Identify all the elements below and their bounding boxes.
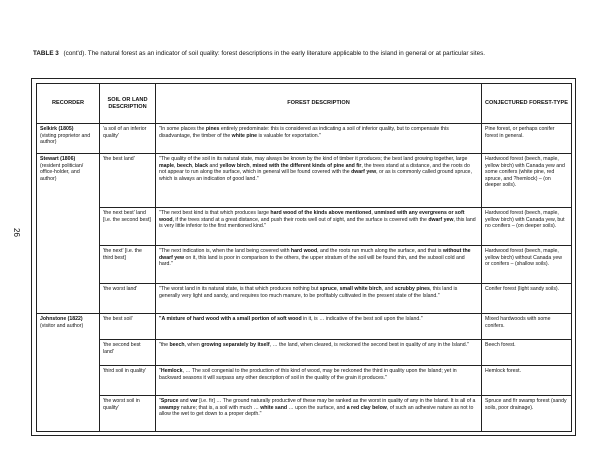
description-text: and <box>208 162 220 169</box>
description-text: , when <box>184 342 202 348</box>
description-cell <box>156 208 482 246</box>
recorder-name: Selkirk (1805) <box>40 126 74 132</box>
description-cell <box>156 284 482 314</box>
description-bold-text: hard wood <box>290 248 318 254</box>
forest-type-cell: Hardwood forest (beech, maple, yellow birch) without Canada yew or conifers – (shallow soils). <box>482 246 572 284</box>
description-cell <box>156 246 482 284</box>
table-row <box>37 124 572 154</box>
description-text: , and the roots run much along the surface, and that is <box>317 248 443 254</box>
recorder-cell <box>37 124 100 154</box>
description-bold-text: maple <box>159 162 174 169</box>
description-bold-text: Spruce <box>160 398 179 404</box>
description-cell <box>156 340 482 366</box>
description-text: [i.e. fir] … The ground naturally productive of these may be ranked as the worst in quality of any in the Island. It is all of a <box>197 398 476 404</box>
description-bold-text: growing separately by itself <box>201 342 270 348</box>
caption-text: (cont'd). The natural forest as an indicator of soil quality: forest descriptions in the early literature applicable to the island in general or at particular sites. <box>63 50 485 57</box>
header-type: CONJECTURED FOREST-TYPE <box>482 84 572 124</box>
recorder-name: Johnstone (1822) <box>40 316 83 322</box>
description-text: , and <box>381 286 395 292</box>
description-text: , of such an adhesive nature as not to allow the wet to get down to a proper depth." <box>159 404 474 418</box>
table-row <box>37 396 572 432</box>
description-text: "The next indication is, when the land being covered with <box>159 248 291 254</box>
description-cell <box>156 124 482 154</box>
table-row <box>37 340 572 366</box>
soil-cell: 'the worst soil in quality' <box>100 396 156 432</box>
soil-cell: 'the next' [i.e. the third best] <box>100 246 156 284</box>
forest-type-cell: Spruce and fir swamp forest (sandy soils, poor drainage). <box>482 396 572 432</box>
description-bold-text: scrubby pines <box>394 286 430 292</box>
description-text: " <box>159 368 161 374</box>
description-text: on it, this land is poor in comparison to the others, the upper stratum of the soil will be found thin, and the subsoil cold and hard." <box>159 254 465 268</box>
description-bold-text: black <box>194 162 209 169</box>
description-text: , this land is generally very light and sandy, and requires too much manure, to be profitably cultivated in the present state of the Island." <box>159 286 458 299</box>
table-label: TABLE 3 <box>33 50 59 57</box>
description-text: "The worst land in its natural state, is that which produces nothing but <box>159 286 320 292</box>
description-bold-text: beech <box>176 162 192 169</box>
description-text: , … The soil congenial to the production of this kind of wood, may be reckoned the third in quality upon the Island; yet in backward seasons it will surpass any other description of soil in the quality of the grain it produces." <box>159 368 457 381</box>
table-row <box>37 314 572 340</box>
description-text: , … the land, when cleared, is reckoned the second best in quality of any in the Island." <box>269 342 469 348</box>
description-cell <box>156 366 482 396</box>
table-caption <box>33 50 593 58</box>
description-text: , <box>371 210 375 216</box>
forest-type-cell: Conifer forest (light sandy soils). <box>482 284 572 314</box>
description-text: , or as is commonly called ground spruce, which is always an indication of good land." <box>159 169 472 182</box>
forest-type-cell: Hemlock forest. <box>482 366 572 396</box>
forest-type-cell: Hardwood forest (beech, maple, yellow birch) with Canada yew, but no conifers – (on deeper soils). <box>482 208 572 246</box>
description-bold-text: dwarf yew <box>428 216 454 223</box>
recorder-role: (visitor and author) <box>40 322 84 329</box>
description-bold-text: spruce <box>319 286 337 292</box>
table-row <box>37 246 572 284</box>
forest-type-cell: Hardwood forest (beech, maple, yellow birch) with Canada yew and some conifers (white pine, red spruce, and ?hemlock) – (on deeper soils). <box>482 154 572 208</box>
description-bold-text: pines <box>205 126 220 132</box>
description-bold-text: small white birch <box>339 286 382 292</box>
soil-cell: 'the second best land' <box>100 340 156 366</box>
description-text: "The quality of the soil in its natural state, may always be known by the kind of timber it produces; the best land growing together, large <box>159 156 468 162</box>
soil-cell: 'the best land' <box>100 154 156 208</box>
description-cell <box>156 314 482 340</box>
description-bold-text: swampy <box>159 404 180 411</box>
description-text: , <box>191 162 195 169</box>
forest-table <box>36 83 572 432</box>
recorder-role: (resident politician/ office-holder, and author) <box>40 162 84 182</box>
description-bold-text: Hemlock <box>160 368 183 374</box>
description-text: , if the trees stand at a great distance, and push their roots well out of sight, and the surface is covered with the <box>172 216 429 223</box>
description-bold-text: hard wood of the kinds above mentioned <box>270 210 372 216</box>
description-text: "the <box>159 342 170 348</box>
recorder-cell <box>37 314 100 432</box>
description-text: "In some places the <box>159 126 206 132</box>
description-text: , <box>336 286 340 292</box>
description-bold-text: yellow birch <box>219 162 250 169</box>
description-text: is valuable for exportation." <box>257 132 321 139</box>
description-text: , this land is very little inferior to the first mentioned kind." <box>159 216 476 230</box>
recorder-role: (visting proprietor and author) <box>40 132 91 146</box>
table-row <box>37 284 572 314</box>
description-cell <box>156 154 482 208</box>
forest-type-cell: Beech forest. <box>482 340 572 366</box>
description-cell <box>156 396 482 432</box>
description-bold-text: without the dwarf yew <box>159 248 471 261</box>
soil-cell: 'the best soil' <box>100 314 156 340</box>
soil-cell: 'third soil in quality' <box>100 366 156 396</box>
description-bold-text: mixed with the different kinds of pine and fir <box>252 162 362 169</box>
description-bold-text: dwarf yew <box>351 169 377 176</box>
soil-cell: 'the worst land' <box>100 284 156 314</box>
description-text: " <box>159 398 161 404</box>
description-bold-text: "A mixture of hard wood with a small portion of soft wood <box>159 316 302 322</box>
description-bold-text: var <box>189 398 198 404</box>
header-soil: SOIL OR LAND DESCRIPTION <box>100 84 156 124</box>
soil-cell: 'a soil of an inferior quality' <box>100 124 156 154</box>
description-text: , <box>249 162 253 169</box>
description-text: , the trees stand at a distance, and the roots do not appear to run along the surface, which in general will be found covered with the <box>159 162 470 176</box>
description-text: entirely predominate: this is considered as indicating a soil of inferior quality, but to compensate this disadvantage, the timber of the <box>159 126 449 139</box>
description-bold-text: white sand <box>260 404 288 411</box>
description-bold-text: beech <box>169 342 185 348</box>
description-text: , <box>174 162 177 169</box>
description-bold-text: unmixed with any evergreens or soft wood <box>159 210 465 223</box>
header-row <box>37 84 572 124</box>
header-forest: FOREST DESCRIPTION <box>156 84 482 124</box>
page-number: 26 <box>11 228 21 237</box>
header-recorder: RECORDER <box>37 84 100 124</box>
description-text: … upon the surface, and <box>287 404 347 411</box>
soil-cell: 'the next best' land [i.e. the second best] <box>100 208 156 246</box>
description-text: nature; that is, a soil with much … <box>179 404 261 411</box>
table-row <box>37 366 572 396</box>
recorder-name: Stewart (1806) <box>40 156 76 162</box>
recorder-cell <box>37 154 100 314</box>
table-row <box>37 208 572 246</box>
description-bold-text: a red clay below <box>346 404 387 411</box>
description-text: "The next best kind is that which produces large <box>159 210 271 216</box>
description-text: and <box>178 398 190 404</box>
description-bold-text: white pine <box>231 132 258 139</box>
description-text: in it, is … indicative of the best soil upon the Island." <box>301 316 423 322</box>
forest-type-cell: Pine forest, or perhaps conifer forest in general. <box>482 124 572 154</box>
table-row <box>37 154 572 208</box>
forest-type-cell: Mixed hardwoods with some conifers. <box>482 314 572 340</box>
